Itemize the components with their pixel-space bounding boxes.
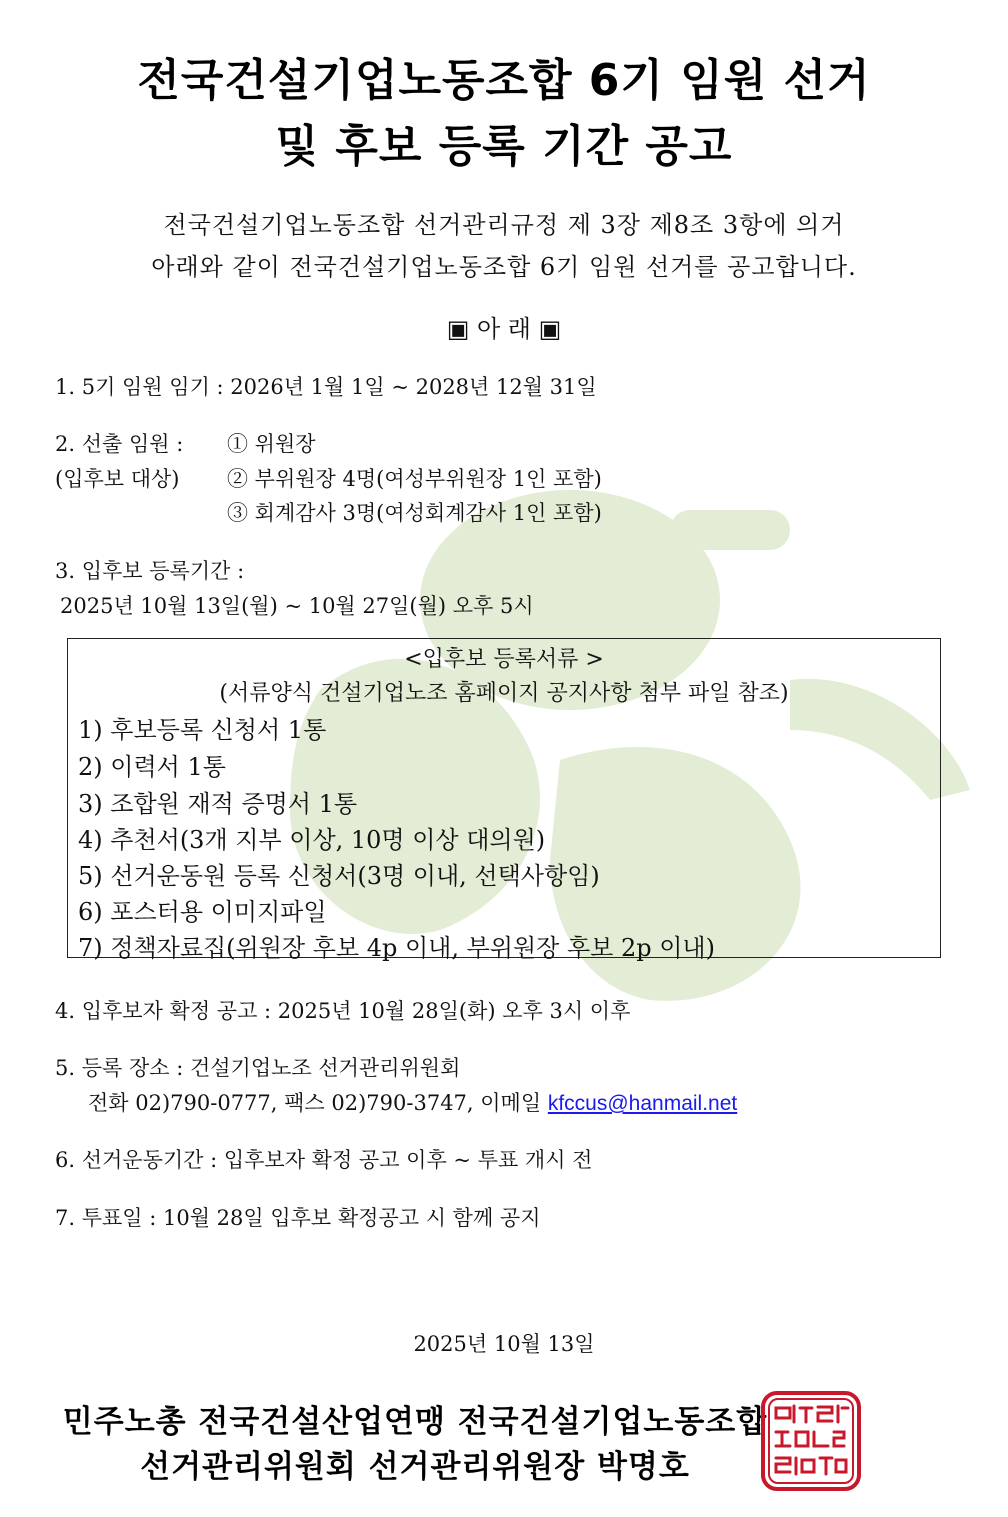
item-campaign: 6. 선거운동기간 : 입후보자 확정 공고 이후 ~ 투표 개시 전 bbox=[55, 1148, 593, 1172]
docs-box-title: <입후보 등록서류 > bbox=[404, 647, 604, 672]
item-contact bbox=[88, 1087, 737, 1117]
item-location: 5. 등록 장소 : 건설기업노조 선거관리위원회 bbox=[55, 1056, 461, 1080]
doc-item: 3) 조합원 재적 증명서 1통 bbox=[78, 790, 358, 818]
intro-line1: 전국건설기업노동조합 선거관리규정 제 3장 제8조 3항에 의거 bbox=[163, 211, 845, 239]
email-link[interactable]: kfccus@hanmail.net bbox=[547, 1092, 738, 1115]
item-term: 1. 5기 임원 임기 : 2026년 1월 1일 ~ 2028년 12월 31일 bbox=[55, 375, 597, 399]
signature-line1: 민주노총 전국건설산업연맹 전국건설기업노동조합 bbox=[62, 1404, 768, 1440]
item-vote: 7. 투표일 : 10월 28일 입후보 확정공고 시 함께 공지 bbox=[55, 1206, 541, 1230]
doc-item: 4) 추천서(3개 지부 이상, 10명 이상 대의원) bbox=[78, 826, 546, 854]
doc-item: 1) 후보등록 신청서 1통 bbox=[78, 716, 327, 744]
doc-item: 2) 이력서 1통 bbox=[78, 753, 226, 781]
arae-heading: ▣ 아 래 ▣ bbox=[446, 315, 562, 343]
officer-chairman: ① 위원장 bbox=[227, 432, 316, 456]
intro-line2: 아래와 같이 전국건설기업노동조합 6기 임원 선거를 공고합니다. bbox=[151, 253, 857, 281]
item-officers-sub: (입후보 대상) bbox=[55, 467, 180, 491]
item-confirm: 4. 입후보자 확정 공고 : 2025년 10월 28일(화) 오후 3시 이후 bbox=[55, 999, 631, 1023]
item-officers-label: 2. 선출 임원 : bbox=[55, 432, 184, 456]
item-registration-label: 3. 입후보 등록기간 : bbox=[55, 559, 245, 583]
page-title-line1: 전국건설기업노동조합 6기 임원 선거 bbox=[137, 55, 871, 106]
officer-auditor: ③ 회계감사 3명(여성회계감사 1인 포함) bbox=[227, 501, 602, 525]
docs-box-subtitle: (서류양식 건설기업노조 홈페이지 공지사항 첨부 파일 참조) bbox=[219, 681, 789, 706]
official-seal-icon bbox=[760, 1390, 862, 1492]
doc-item: 6) 포스터용 이미지파일 bbox=[78, 898, 327, 926]
contact-text: 전화 02)790-0777, 팩스 02)790-3747, 이메일 bbox=[88, 1091, 542, 1115]
signature-line2: 선거관리위원회 선거관리위원장 박명호 bbox=[140, 1449, 690, 1485]
page-title-line2: 및 후보 등록 기간 공고 bbox=[275, 121, 733, 172]
required-documents-box bbox=[67, 638, 941, 962]
announcement-date: 2025년 10월 13일 bbox=[413, 1332, 595, 1356]
doc-item: 5) 선거운동원 등록 신청서(3명 이내, 선택사항임) bbox=[78, 862, 600, 890]
doc-item: 7) 정책자료집(위원장 후보 4p 이내, 부위원장 후보 2p 이내) bbox=[78, 934, 715, 962]
item-registration-period: 2025년 10월 13일(월) ~ 10월 27일(월) 오후 5시 bbox=[60, 594, 534, 618]
officer-vice-chairman: ② 부위원장 4명(여성부위원장 1인 포함) bbox=[227, 467, 602, 491]
